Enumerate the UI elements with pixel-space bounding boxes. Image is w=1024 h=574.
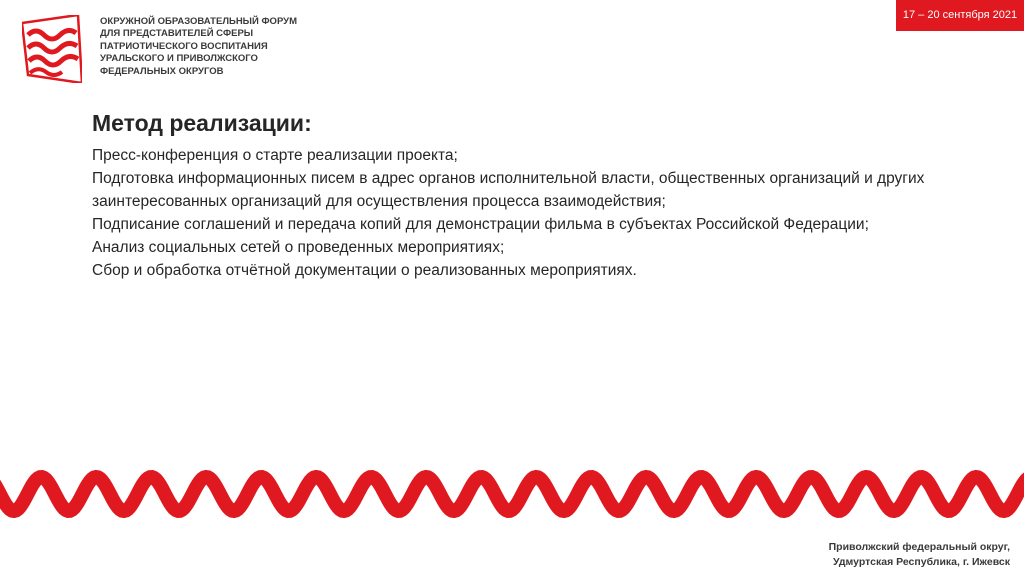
- method-item: Анализ социальных сетей о проведенных мероприятиях;: [92, 239, 505, 256]
- method-item: Подготовка информационных писем в адрес органов исполнительной власти, общественных организаций и других заинтересованных организаций для осуществления процесса взаимодействия;: [92, 170, 925, 210]
- method-item: Сбор и обработка отчётной документации о реализованных мероприятиях.: [92, 262, 637, 279]
- date-badge: 17 – 20 сентября 2021: [896, 0, 1024, 31]
- section-heading: Метод реализации:: [92, 110, 312, 136]
- forum-title-line: ДЛЯ ПРЕДСТАВИТЕЛЕЙ СФЕРЫ: [100, 28, 254, 40]
- forum-flag-logo-icon: [22, 15, 82, 83]
- forum-title-line: ОКРУЖНОЙ ОБРАЗОВАТЕЛЬНЫЙ ФОРУМ: [100, 16, 297, 27]
- forum-title: [100, 16, 330, 78]
- method-item: Пресс-конференция о старте реализации проекта;: [92, 147, 458, 164]
- footer-location: [829, 540, 1010, 570]
- forum-title-line: УРАЛЬСКОГО И ПРИВОЛЖСКОГО: [100, 53, 258, 65]
- method-item: Подписание соглашений и передача копий для демонстрации фильма в субъектах Российской Федерации;: [92, 216, 869, 233]
- red-wave-ribbon-icon: [0, 460, 1024, 540]
- footer-line: Удмуртская Республика, г. Ижевск: [832, 556, 1010, 568]
- forum-title-line: ФЕДЕРАЛЬНЫХ ОКРУГОВ: [100, 65, 224, 77]
- forum-title-line: ПАТРИОТИЧЕСКОГО ВОСПИТАНИЯ: [100, 40, 268, 52]
- main-content: [92, 107, 952, 282]
- footer-line: Приволжский федеральный округ,: [828, 541, 1010, 553]
